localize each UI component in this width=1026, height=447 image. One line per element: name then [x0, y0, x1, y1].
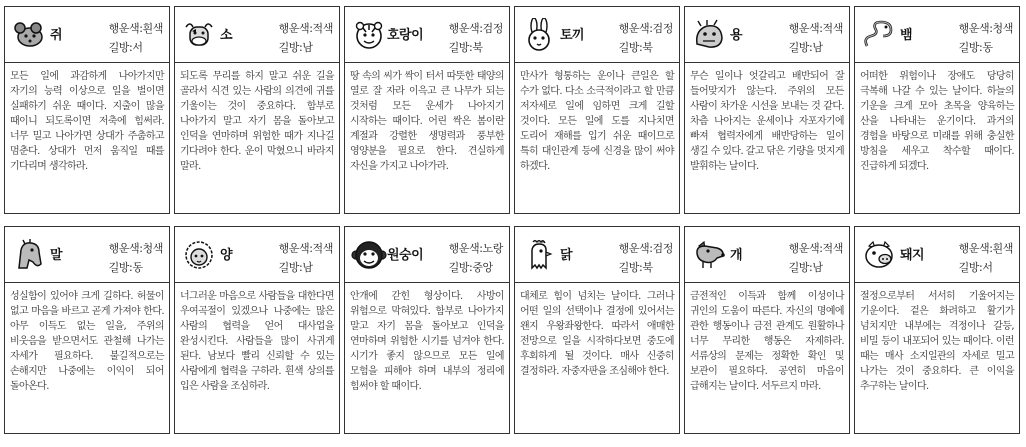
card-header: [345, 7, 509, 63]
lucky-direction-label: 길방:: [958, 41, 983, 54]
lucky-direction-value: 북: [642, 261, 653, 274]
zodiac-name: 원숭이: [387, 248, 424, 263]
card-header: [515, 7, 679, 63]
lucky-color-label: 행운색:: [618, 242, 653, 255]
lucky-color-value: 적색: [822, 242, 843, 255]
fortune-meta: [959, 19, 1013, 57]
lucky-direction-value: 서: [982, 261, 993, 274]
lucky-color-value: 검정: [652, 22, 673, 35]
lucky-color-value: 노랑: [482, 242, 503, 255]
lucky-color-label: 행운색:: [788, 22, 823, 35]
lucky-direction-value: 중앙: [472, 261, 493, 274]
lucky-color-label: 행운색:: [618, 22, 653, 35]
lucky-direction-value: 남: [302, 41, 313, 54]
lucky-color-value: 흰색: [142, 22, 163, 35]
lucky-color-label: 행운색:: [788, 242, 823, 255]
lucky-direction-value: 남: [302, 261, 313, 274]
sheep-icon: [181, 238, 217, 272]
fortune-meta: [959, 239, 1013, 277]
lucky-direction-value: 동: [132, 261, 143, 274]
lucky-direction-value: 남: [812, 41, 823, 54]
zodiac-name: 말: [50, 248, 63, 263]
zodiac-name: 개: [730, 248, 743, 263]
fortune-meta: [109, 19, 163, 57]
zodiac-name: 닭: [560, 248, 573, 263]
lucky-direction-label: 길방:: [278, 261, 303, 274]
lucky-direction-label: 길방:: [788, 261, 813, 274]
fortune-meta: [789, 239, 843, 277]
zodiac-card-rat: [4, 6, 170, 214]
dog-icon: [691, 238, 727, 272]
lucky-color-label: 행운색:: [108, 22, 143, 35]
card-header: [515, 227, 679, 283]
card-header: [5, 7, 169, 63]
lucky-direction-label: 길방:: [278, 41, 303, 54]
lucky-direction-label: 길방:: [958, 261, 983, 274]
rabbit-icon: [521, 18, 557, 52]
fortune-text: 모든 일에 과감하게 나아가지만 자기의 능력 이상으로 일을 벌이면 실패하기 쉬운 때이다. 지출이 많을 때이니 되도록이면 저축에 힘써라. 너무 밀고 나아가면 상대가 주춤하고 멈춘다. 상대가 먼저 움직일 때를 기다리며 생각하라.: [10, 71, 164, 172]
tiger-icon: [351, 18, 387, 52]
lucky-color-label: 행운색:: [278, 22, 313, 35]
zodiac-name: 소: [220, 28, 233, 43]
lucky-direction-value: 남: [812, 261, 823, 274]
fortune-meta: [449, 19, 503, 57]
fortune-meta: [619, 239, 673, 277]
card-header: [855, 7, 1019, 63]
lucky-direction-value: 서: [132, 41, 143, 54]
fortune-text: 만사가 형통하는 운이나 큰일은 할 수가 없다. 다소 소극적이라고 할 만큼 저자세로 일에 임하면 크게 길할 것이다. 모든 일에 도를 지나치면 도리어 재해를 입기 쉬운 때이므로 특히 대인관계 등에 신경을 많이 써야 하겠다.: [520, 71, 674, 172]
zodiac-card-dragon: [684, 6, 850, 214]
fortune-text: 금전적인 이득과 함께 이성이나 귀인의 도움이 따른다. 자신의 명예에 관한 행동이나 금전 관계도 원활하나 너무 무리한 행동은 자제하라. 서류상의 문제는 정확한 확인 및 보관이 필요하다. 공연히 마음이 급해지는 날이다. 서두르지 마라.: [690, 291, 844, 392]
zodiac-card-snake: [854, 6, 1020, 214]
zodiac-card-ox: [174, 6, 340, 214]
zodiac-name: 토끼: [560, 28, 585, 43]
lucky-direction-label: 길방:: [448, 41, 473, 54]
lucky-direction-label: 길방:: [108, 261, 133, 274]
lucky-direction-value: 동: [982, 41, 993, 54]
zodiac-name: 용: [730, 28, 743, 43]
zodiac-card-dog: [684, 226, 850, 434]
pig-icon: [861, 238, 897, 272]
lucky-color-value: 검정: [652, 242, 673, 255]
fortune-text: 성실함이 있어야 크게 길하다. 허물이 없고 마음을 바르고 곧게 가져야 한다. 아무 이득도 없는 일을, 주위의 비웃음을 받으면서도 관철해 나가는 자세가 필요하다. 불길적으로는 손해지만 나중에는 이익이 되어 돌아온다.: [10, 291, 164, 392]
lucky-color-value: 적색: [312, 22, 333, 35]
lucky-color-label: 행운색:: [448, 242, 483, 255]
card-header: [175, 7, 339, 63]
zodiac-card-pig: [854, 226, 1020, 434]
fortune-text: 땅 속의 씨가 싹이 터서 따뜻한 태양의 열로 잘 자라 이윽고 큰 나무가 되는 것처럼 모든 운세가 나아지기 시작하는 때이다. 어린 싹은 봄이란 계절과 강렬한 생명력과 풍부한 영양분을 필요로 한다. 견실하게 자신을 가지고 나아가라.: [350, 71, 504, 172]
zodiac-card-sheep: [174, 226, 340, 434]
fortune-meta: [279, 239, 333, 277]
card-header: [175, 227, 339, 283]
fortune-text: 무슨 일이나 엇갈리고 배반되어 잘 들어맞지가 않는다. 주위의 모든 사람이 차가운 시선을 보내는 것 같다. 차츰 나아지는 운세이나 자포자기에 빠져 협력자에게 배반당하는 일이 생길 수 있다. 갈고 닦은 기량을 멋지게 발휘하는 날이다.: [690, 71, 844, 172]
monkey-icon: [351, 238, 387, 272]
lucky-direction-label: 길방:: [448, 261, 473, 274]
zodiac-name: 양: [220, 248, 233, 263]
lucky-color-label: 행운색:: [448, 22, 483, 35]
card-header: [685, 227, 849, 283]
lucky-direction-label: 길방:: [788, 41, 813, 54]
lucky-color-label: 행운색:: [278, 242, 313, 255]
lucky-color-label: 행운색:: [958, 242, 993, 255]
lucky-color-value: 검정: [482, 22, 503, 35]
fortune-meta: [449, 239, 503, 277]
fortune-meta: [789, 19, 843, 57]
zodiac-name: 돼지: [900, 248, 925, 263]
fortune-meta: [109, 239, 163, 277]
zodiac-name: 쥐: [50, 28, 63, 43]
lucky-color-value: 흰색: [992, 242, 1013, 255]
fortune-text: 대체로 힘이 넘치는 날이다. 그러나 어떤 일의 선택이나 결정에 있어서는 왠지 우왕좌왕한다. 따라서 애매한 전망으로 일을 시작하다보면 중도에 후회하게 될 것이다. 매사 신중히 결정하라. 자중자판을 조심해야 한다.: [520, 291, 674, 377]
fortune-text: 되도록 무리를 하지 말고 쉬운 길을 골라서 식견 있는 사람의 의견에 귀를 기울이는 것이 중요하다. 함부로 나아가지 말고 자기 몸을 돌아보고 인덕을 연마하며 위험한 때가 지나길 기다려야 한다. 운이 막혔으니 바라지 말라.: [180, 71, 334, 172]
lucky-direction-value: 북: [472, 41, 483, 54]
zodiac-card-rooster: [514, 226, 680, 434]
zodiac-card-monkey: [344, 226, 510, 434]
zodiac-name: 뱀: [900, 28, 913, 43]
lucky-direction-label: 길방:: [108, 41, 133, 54]
fortune-text: 안개에 갇힌 형상이다. 사방이 위험으로 막혀있다. 함부로 나아가지 말고 자기 몸을 돌아보고 인덕을 연마하며 위험한 시기를 넘겨야 한다. 시기가 좋지 않으므로 모든 일에 모험을 피해야 하며 내부의 정리에 힘써야 할 때이다.: [350, 291, 504, 392]
horse-icon: [11, 238, 47, 272]
lucky-color-label: 행운색:: [108, 242, 143, 255]
dragon-icon: [691, 18, 727, 52]
lucky-direction-label: 길방:: [618, 261, 643, 274]
fortune-text: 너그러운 마음으로 사람들을 대한다면 우여곡절이 있겠으나 나중에는 많은 사람의 협력을 얻어 대사업을 완성시킨다. 사람들을 많이 사귀게 된다. 남보다 빨리 신뢰할 수 있는 사람에게 협력을 구하라. 흰색 상의를 입은 사람을 조심하라.: [180, 291, 334, 392]
fortune-meta: [279, 19, 333, 57]
lucky-color-value: 적색: [312, 242, 333, 255]
rat-icon: [11, 18, 47, 52]
card-header: [345, 227, 509, 283]
ox-icon: [181, 18, 217, 52]
zodiac-card-tiger: [344, 6, 510, 214]
lucky-color-label: 행운색:: [958, 22, 993, 35]
lucky-color-value: 청색: [142, 242, 163, 255]
rooster-icon: [521, 238, 557, 272]
card-header: [685, 7, 849, 63]
lucky-direction-label: 길방:: [618, 41, 643, 54]
snake-icon: [861, 18, 897, 52]
zodiac-name: 호랑이: [387, 28, 424, 43]
card-header: [5, 227, 169, 283]
fortune-text: 어떠한 위험이나 장애도 당당히 극복해 나갈 수 있는 날이다. 하늘의 기운을 크게 모아 초목을 양육하는 산을 나타내는 운기이다. 과거의 경험을 바탕으로 미래를 위해 충실한 방침을 세우고 착수할 때이다. 진급하게 되겠다.: [860, 71, 1014, 172]
fortune-meta: [619, 19, 673, 57]
lucky-color-value: 적색: [822, 22, 843, 35]
lucky-color-value: 청색: [992, 22, 1013, 35]
fortune-text: 절정으로부터 서서히 기울어지는 기운이다. 겉은 화려하고 활기가 넘치지만 내부에는 걱정이나 갈등, 비밀 등이 내포되어 있는 때이다. 이런 때는 매사 소지일관의 자세로 밀고 나가는 것이 중요하다. 큰 이익을 추구하는 날이다.: [860, 291, 1014, 392]
lucky-direction-value: 북: [642, 41, 653, 54]
zodiac-card-rabbit: [514, 6, 680, 214]
card-header: [855, 227, 1019, 283]
zodiac-card-horse: [4, 226, 170, 434]
